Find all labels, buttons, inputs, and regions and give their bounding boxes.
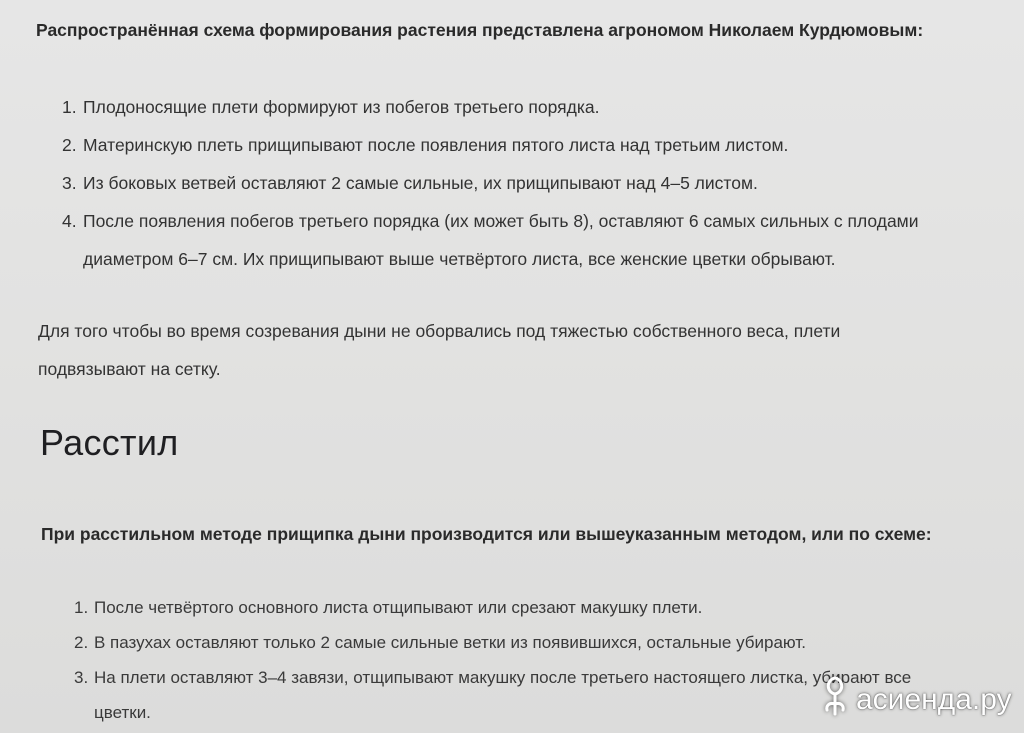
list-item-number: 4. (62, 211, 77, 231)
list-item (62, 126, 1012, 164)
list-item (62, 202, 1012, 278)
list-item (62, 88, 1012, 126)
list-item-text-line: цветки. (94, 703, 151, 722)
list-item-text (83, 202, 1012, 278)
list-item-number: 2. (74, 633, 89, 652)
list-item-text: Из боковых ветвей оставляют 2 самые сильные, их прищипывают над 4–5 листом. (83, 173, 758, 193)
support-paragraph (38, 312, 998, 388)
list-item-number: 1. (62, 97, 77, 117)
list-item-number: 2. (62, 135, 77, 155)
list-item (74, 590, 1014, 625)
section-subheading: При расстильном методе прищипка дыни производится или вышеуказанным методом, или по схеме: (41, 524, 932, 544)
flower-logo-icon (820, 674, 850, 726)
list-item-text: После четвёртого основного листа отщипывают или срезают макушку плети. (94, 598, 703, 617)
paragraph-line: Для того чтобы во время созревания дыни не оборвались под тяжестью собственного веса, плети (38, 321, 841, 341)
list-item-number: 1. (74, 598, 89, 617)
list-item-text: Плодоносящие плети формируют из побегов третьего порядка. (83, 97, 600, 117)
list-item-text: Материнскую плеть прищипывают после появления пятого листа над третьим листом. (83, 135, 789, 155)
section-heading: Расстил (40, 422, 179, 463)
site-watermark (820, 676, 1012, 724)
list-item-text-line: После появления побегов третьего порядка (их может быть 8), оставляют 6 самых сильных с плодами (83, 211, 919, 231)
list-item-text-line: диаметром 6–7 см. Их прищипывают выше четвёртого листа, все женские цветки обрывают. (83, 249, 836, 269)
list-item (74, 625, 1014, 660)
list-item (62, 164, 1012, 202)
paragraph-line: подвязывают на сетку. (38, 359, 221, 379)
intro-text: Распространённая схема формирования растения представлена агрономом Николаем Курдюмовым: (36, 20, 924, 40)
list-item-number: 3. (74, 668, 89, 687)
list-item-text-line: На плети оставляют 3–4 завязи, отщипывают макушку после третьего настоящего листка, убирают все (94, 668, 912, 687)
watermark-text: асиенда.ру (856, 683, 1012, 716)
list-item-text: В пазухах оставляют только 2 самые сильные ветки из появившихся, остальные убирают. (94, 633, 806, 652)
list-item-number: 3. (62, 173, 77, 193)
formation-steps-list (62, 88, 1012, 278)
